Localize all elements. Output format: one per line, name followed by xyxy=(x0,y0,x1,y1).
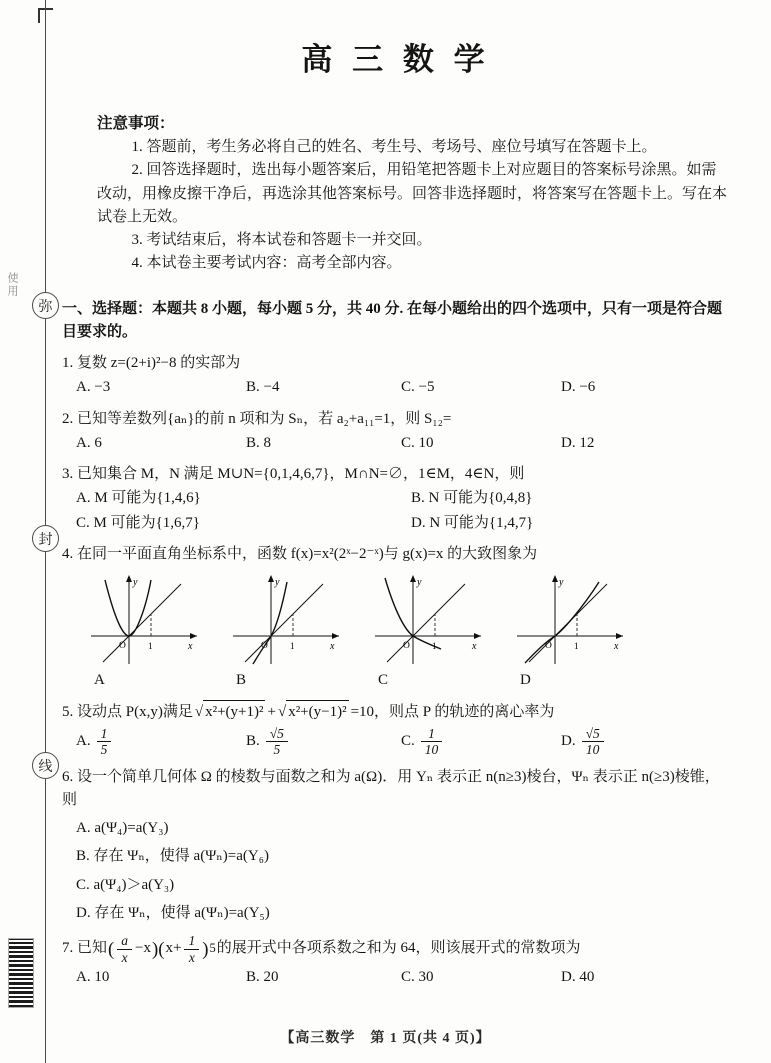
tick-one: 1 xyxy=(432,641,437,652)
question-5-options xyxy=(62,726,730,758)
q1-option-b: B. −4 xyxy=(246,379,280,396)
fraction-numerator: √5 xyxy=(266,726,288,743)
exponent: 5 xyxy=(209,941,216,956)
y-label: y xyxy=(559,577,564,589)
question-6 xyxy=(62,766,730,926)
question-3-stem: 3. 已知集合 M，N 满足 M∪N={0,1,4,6,7}，M∩N=∅，1∈M，4∈N，则 xyxy=(62,466,525,483)
graph-a-figure xyxy=(84,572,204,668)
notice-item-4: 4. 本试卷主要考试内容：高考全部内容。 xyxy=(131,255,402,272)
exam-content xyxy=(62,0,730,989)
notice-heading: 注意事项： xyxy=(97,115,175,133)
fraction xyxy=(97,726,112,758)
q7-text-pre: 7. 已知 xyxy=(62,940,108,957)
q3-option-a: A. M 可能为{1,4,6} xyxy=(76,490,201,507)
x-label: x xyxy=(330,641,335,653)
y-label: y xyxy=(417,577,422,589)
question-4-stem: 4. 在同一平面直角坐标系中，函数 f(x)=x²(2ˣ−2⁻ˣ)与 g(x)=x 的大致图象为 xyxy=(62,545,538,562)
question-5 xyxy=(62,700,730,757)
q7-option-b: B. 20 xyxy=(246,969,279,986)
graph-b-label: B xyxy=(236,672,247,689)
question-4-graphs xyxy=(62,572,730,692)
q5-option-d-label: D. xyxy=(561,732,576,749)
question-1-stem: 1. 复数 z=(2+i)²−8 的实部为 xyxy=(62,355,241,372)
fraction xyxy=(184,933,199,965)
x-label: x xyxy=(472,641,477,653)
q5-radicand-2: x²+(y−1)² xyxy=(286,700,348,724)
q5-option-a xyxy=(76,726,246,758)
y-arrow xyxy=(552,575,558,582)
graph-c-figure xyxy=(368,572,488,668)
q7-text-post: 的展开式中各项系数之和为 64，则该展开式的常数项为 xyxy=(216,940,581,957)
graph-option-d xyxy=(510,572,630,692)
notice-item-3: 3. 考试结束后，将本试卷和答题卡一并交回。 xyxy=(131,232,432,249)
q3-option-c: C. M 可能为{1,6,7} xyxy=(76,514,200,531)
fraction-denominator: 5 xyxy=(273,742,281,758)
x-arrow xyxy=(190,633,197,639)
tick-one: 1 xyxy=(574,641,579,652)
fraction-denominator: 10 xyxy=(424,742,439,758)
section-heading: 一、选择题：本题共 8 小题，每小题 5 分，共 40 分. 在每小题给出的四个选项中，只有一项是符合题目要求的。 xyxy=(62,300,723,340)
q5-option-d xyxy=(561,726,730,758)
radical-sign: √ xyxy=(277,704,287,721)
graph-d-label: D xyxy=(520,672,531,689)
radical-sign: √ xyxy=(194,704,204,721)
fraction-numerator: 1 xyxy=(184,933,199,950)
graph-b-figure xyxy=(226,572,346,668)
line-g xyxy=(103,584,181,662)
q5-radicand-1: x²+(y+1)² xyxy=(203,700,265,724)
fraction-numerator: 1 xyxy=(421,726,443,743)
q7-option-d: D. 40 xyxy=(561,969,595,986)
q7-option-a: A. 10 xyxy=(76,969,110,986)
q3-option-b: B. N 可能为{0,4,8} xyxy=(411,490,533,507)
y-arrow xyxy=(126,575,132,582)
paren-close: ) xyxy=(202,938,209,960)
question-2-options xyxy=(62,432,730,455)
tick-one: 1 xyxy=(290,641,295,652)
y-arrow xyxy=(268,575,274,582)
q1-option-c: C. −5 xyxy=(401,379,435,396)
q2-option-d: D. 12 xyxy=(561,434,595,451)
seal-char-3: 线 xyxy=(32,752,59,779)
question-2-stem: 2. 已知等差数列{aₙ}的前 n 项和为 Sₙ，若 a₂+a₁₁=1，则 S₁₂= xyxy=(62,410,452,427)
fraction-numerator: a xyxy=(117,933,132,950)
q5-plus: + xyxy=(267,703,276,720)
q5-radical-1 xyxy=(195,700,266,724)
origin-label: O xyxy=(261,641,268,652)
x-label: x xyxy=(614,641,619,653)
q6-option-b: B. 存在 Ψₙ，使得 a(Ψₙ)=a(Υ₆) xyxy=(76,848,269,865)
tick-one: 1 xyxy=(148,641,153,652)
q2-option-c: C. 10 xyxy=(401,434,434,451)
graph-option-a xyxy=(84,572,204,692)
question-1 xyxy=(62,352,730,400)
q7-x-plus: x+ xyxy=(165,940,182,957)
curve-f xyxy=(105,580,151,636)
question-7-stem xyxy=(62,933,730,965)
x-arrow xyxy=(332,633,339,639)
origin-label: O xyxy=(545,641,552,652)
fraction-denominator: 5 xyxy=(100,742,108,758)
x-arrow xyxy=(616,633,623,639)
q3-option-d: D. N 可能为{1,4,7} xyxy=(411,514,534,531)
graph-a-label: A xyxy=(94,672,105,689)
curve-f xyxy=(525,582,599,663)
x-label: x xyxy=(188,641,193,653)
q1-option-a: A. −3 xyxy=(76,379,111,396)
margin-side-note: 使用 xyxy=(6,272,18,298)
question-4 xyxy=(62,543,730,693)
graph-option-c xyxy=(368,572,488,692)
page-title: 高 三 数 学 xyxy=(301,42,491,77)
q6-option-d: D. 存在 Ψₙ，使得 a(Ψₙ)=a(Υ₅) xyxy=(76,904,270,921)
q5-radical-2 xyxy=(278,700,349,724)
graph-d-figure xyxy=(510,572,630,668)
fraction xyxy=(117,933,132,965)
q7-minus-x: −x xyxy=(135,940,151,957)
paren-open: ( xyxy=(108,938,115,960)
question-2 xyxy=(62,408,730,456)
notice-item-1: 1. 答题前，考生务必将自己的姓名、考生号、考场号、座位号填写在答题卡上。 xyxy=(131,139,657,156)
question-3-options-row1 xyxy=(62,487,730,510)
question-3-options-row2 xyxy=(62,512,730,535)
page-footer: 【高三数学 第 1 页(共 4 页)】 xyxy=(280,1031,491,1046)
question-7 xyxy=(62,933,730,989)
q5-option-b-label: B. xyxy=(246,732,260,749)
seal-char-2: 封 xyxy=(32,525,59,552)
q5-text-post: =10，则点 P 的轨迹的离心率为 xyxy=(350,703,555,720)
q1-option-d: D. −6 xyxy=(561,379,596,396)
q7-option-c: C. 30 xyxy=(401,969,434,986)
seal-char-1: 弥 xyxy=(32,292,59,319)
fraction xyxy=(582,726,604,758)
y-label: y xyxy=(275,577,280,589)
origin-label: O xyxy=(403,641,410,652)
question-5-stem xyxy=(62,700,730,724)
y-label: y xyxy=(133,577,138,589)
notice-block xyxy=(97,112,730,276)
x-arrow xyxy=(474,633,481,639)
question-6-stem: 6. 设一个简单几何体 Ω 的棱数与面数之和为 a(Ω)．用 Υₙ 表示正 n(n≥3)棱台，Ψₙ 表示正 n(≥3)棱锥，则 xyxy=(62,768,720,808)
question-7-options xyxy=(62,966,730,989)
notice-item-2: 2. 回答选择题时，选出每小题答案后，用铅笔把答题卡上对应题目的答案标号涂黑。如需改动，用橡皮擦干净后，再选涂其他答案标号。回答非选择题时，将答案写在答题卡上。写在本试卷上无效。 xyxy=(97,162,728,225)
q5-option-c-label: C. xyxy=(401,732,415,749)
y-arrow xyxy=(410,575,416,582)
fraction-denominator: x xyxy=(121,949,128,965)
origin-label: O xyxy=(119,641,126,652)
q2-option-b: B. 8 xyxy=(246,434,272,451)
q2-option-a: A. 6 xyxy=(76,434,102,451)
fraction-denominator: x xyxy=(188,949,195,965)
graph-c-label: C xyxy=(378,672,389,689)
fraction-numerator: 1 xyxy=(97,726,112,743)
curve-f xyxy=(253,582,287,664)
question-3 xyxy=(62,463,730,535)
paren-close-open: )( xyxy=(151,938,165,960)
fraction-denominator: 10 xyxy=(585,742,600,758)
fraction-numerator: √5 xyxy=(582,726,604,743)
q5-text-pre: 5. 设动点 P(x,y)满足 xyxy=(62,703,193,720)
q6-option-a: A. a(Ψ₄)=a(Υ₃) xyxy=(76,820,169,837)
line-g xyxy=(387,584,465,662)
graph-option-b xyxy=(226,572,346,692)
q5-option-b xyxy=(246,726,401,758)
fraction xyxy=(266,726,288,758)
question-1-options xyxy=(62,376,730,399)
q5-option-c xyxy=(401,726,561,758)
q6-option-c: C. a(Ψ₄)＞a(Υ₃) xyxy=(76,876,175,893)
fraction xyxy=(421,726,443,758)
q5-option-a-label: A. xyxy=(76,732,91,749)
barcode xyxy=(8,938,34,1008)
